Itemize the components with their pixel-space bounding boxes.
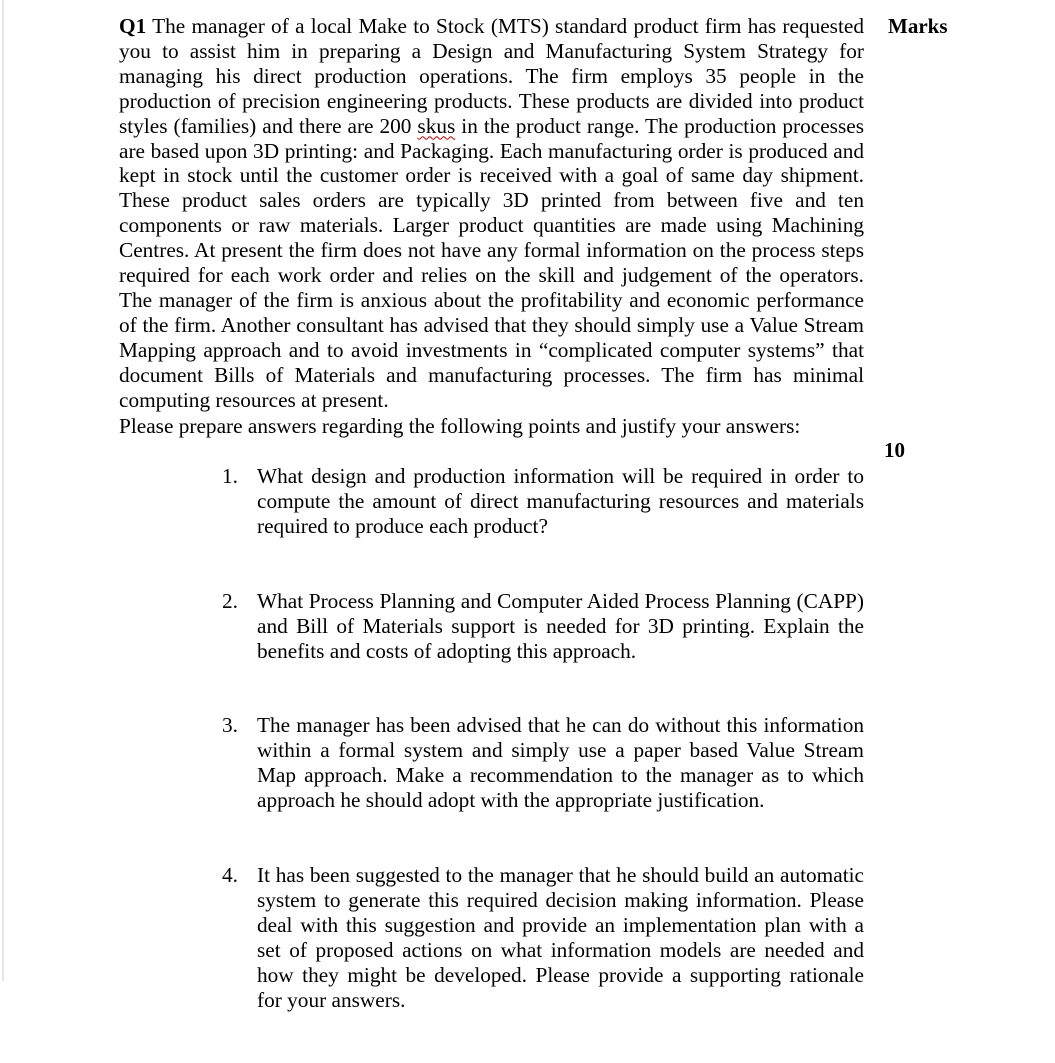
list-item: [222, 589, 864, 664]
question-label: Q1: [119, 14, 147, 38]
point-number: 3.: [222, 713, 238, 738]
point-number: 2.: [222, 588, 238, 613]
point-text: It has been suggested to the manager that he should build an automatic system to generate this required decision making information. Please deal with this suggestion and provide an implementation plan with a set of proposed actions on what information models are needed and how they might be developed. Please provide a supporting rationale for your answers.: [257, 863, 864, 1012]
spellcheck-flagged-word[interactable]: skus: [417, 113, 456, 138]
question-text-after: in the product range. The production processes are based upon 3D printing: and Packaging. Each manufacturing order is produced and kept in stock until the customer order is received with a goal of same day shipment. These product sales orders are typically 3D printed from between five and ten components or raw materials. Larger product quantities are made using Machining Centres. At present the firm does not have any formal information on the process steps required for each work order and relies on the skill and judgement of the operators. The manager of the firm is anxious about the profitability and economic performance of the firm. Another consultant has advised that they should simply use a Value Stream Mapping approach and to avoid investments in “complicated computer systems” that document Bills of Materials and manufacturing processes. The firm has minimal computing resources at present.: [119, 113, 864, 412]
marks-column-heading: Marks: [888, 14, 948, 38]
point-text: The manager has been advised that he can do without this information within a formal system and simply use a paper based Value Stream Map approach. Make a recommendation to the manager as to which approach he should adopt with the appropriate justification.: [257, 713, 864, 813]
list-item: [222, 863, 864, 1012]
question-text-before: The manager of a local Make to Stock (MTS) standard product firm has requested you to assist him in preparing a Design and Manufacturing System Strategy for managing his direct production operations. The firm employs 35 people in the production of precision engineering products. These products are divided into product styles (families) and there are 200: [119, 14, 864, 138]
question-paragraph: [119, 14, 864, 413]
page-edge-line: [2, 0, 4, 981]
point-text: What Process Planning and Computer Aided Process Planning (CAPP) and Bill of Materials support is needed for 3D printing. Explain the benefits and costs of adopting this approach.: [257, 588, 864, 663]
point-number: 4.: [222, 863, 238, 888]
list-item: [222, 713, 864, 813]
answer-prompt: Please prepare answers regarding the following points and justify your answers:: [119, 414, 801, 438]
question-points-list: [222, 464, 864, 1063]
point-number: 1.: [222, 464, 238, 488]
marks-value: 10: [884, 438, 905, 462]
list-item: [222, 464, 864, 539]
point-text: What design and production information will be required in order to compute the amount of direct manufacturing resources and materials required to produce each product?: [257, 464, 864, 538]
